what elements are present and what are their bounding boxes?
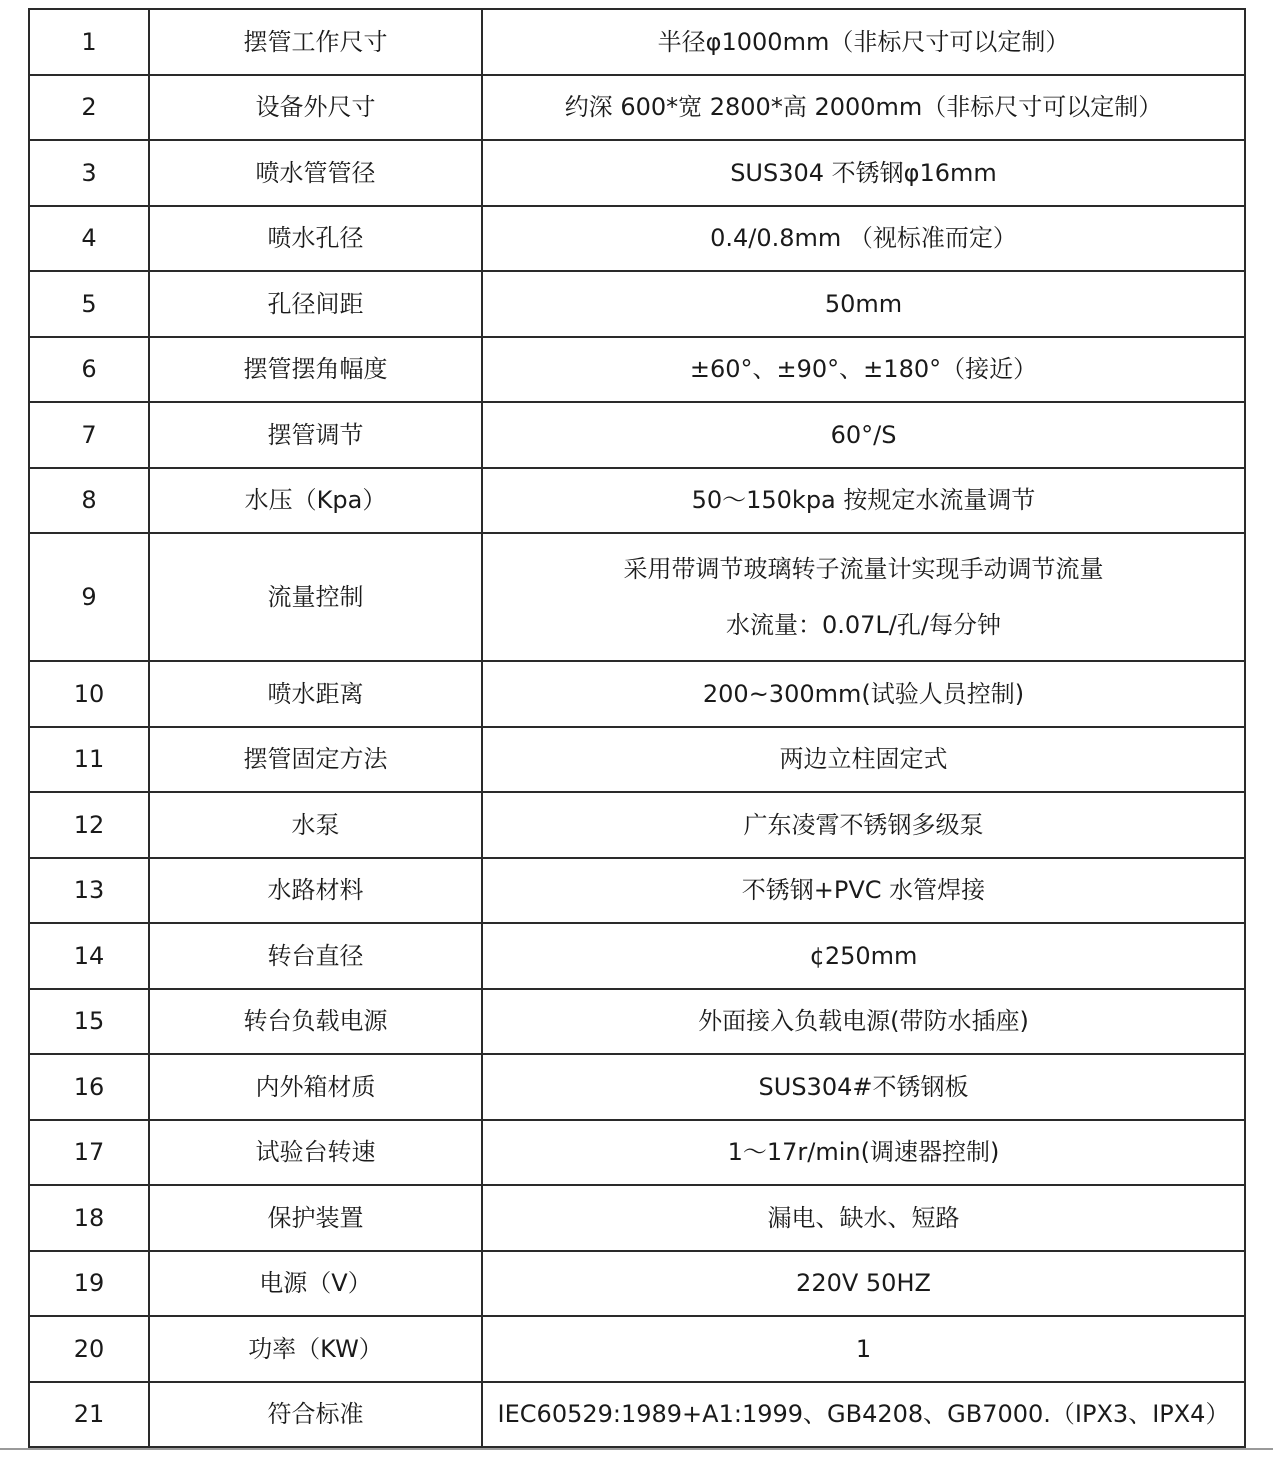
item-name: 电源（V） — [149, 1251, 482, 1317]
table-row — [29, 271, 1245, 337]
table-row — [29, 533, 1245, 661]
item-value — [482, 402, 1245, 468]
table-row — [29, 337, 1245, 403]
row-number: 17 — [29, 1120, 149, 1186]
item-name: 水泵 — [149, 792, 482, 858]
row-number: 10 — [29, 661, 149, 727]
spec-sheet — [28, 8, 1244, 1453]
table-row — [29, 858, 1245, 924]
item-value-line: SUS304#不锈钢板 — [758, 1072, 969, 1101]
item-name: 水压（Kpa） — [149, 468, 482, 534]
item-value-line: 水流量：0.07L/孔/每分钟 — [726, 611, 1001, 639]
item-value — [482, 989, 1245, 1055]
item-name: 保护装置 — [149, 1185, 482, 1251]
row-number: 11 — [29, 727, 149, 793]
row-number: 4 — [29, 206, 149, 272]
item-value-line: 半径φ1000mm（非标尺寸可以定制） — [657, 27, 1070, 56]
item-name: 喷水孔径 — [149, 206, 482, 272]
item-name: 流量控制 — [149, 533, 482, 661]
item-name: 转台直径 — [149, 923, 482, 989]
item-name: 水路材料 — [149, 858, 482, 924]
item-value-line: 1～17r/min(调速器控制) — [727, 1138, 1000, 1167]
item-value — [482, 1054, 1245, 1120]
table-row — [29, 661, 1245, 727]
table-row — [29, 206, 1245, 272]
item-value — [482, 206, 1245, 272]
item-value-line: 200~300mm(试验人员控制) — [702, 679, 1025, 708]
item-value-line: 采用带调节玻璃转子流量计实现手动调节流量 — [623, 555, 1104, 583]
table-row — [29, 402, 1245, 468]
table-row — [29, 792, 1245, 858]
item-value — [482, 337, 1245, 403]
item-value-line: 60°/S — [830, 420, 897, 449]
table-row — [29, 1251, 1245, 1317]
item-value — [482, 140, 1245, 206]
item-value — [482, 468, 1245, 534]
row-number: 15 — [29, 989, 149, 1055]
item-value — [482, 661, 1245, 727]
item-value — [482, 1251, 1245, 1317]
item-name: 设备外尺寸 — [149, 75, 482, 141]
row-number: 2 — [29, 75, 149, 141]
table-row — [29, 1316, 1245, 1382]
item-value — [482, 1120, 1245, 1186]
table-row — [29, 75, 1245, 141]
row-number: 12 — [29, 792, 149, 858]
item-name: 喷水距离 — [149, 661, 482, 727]
item-name: 摆管调节 — [149, 402, 482, 468]
item-value-line: 不锈钢+PVC 水管焊接 — [741, 876, 986, 905]
item-value-line: 1 — [855, 1334, 872, 1363]
item-name: 符合标准 — [149, 1382, 482, 1448]
item-value-line: 漏电、缺水、短路 — [767, 1203, 960, 1232]
item-value — [482, 727, 1245, 793]
row-number: 14 — [29, 923, 149, 989]
row-number: 19 — [29, 1251, 149, 1317]
row-number: 3 — [29, 140, 149, 206]
bottom-rule — [0, 1448, 1273, 1450]
table-row — [29, 1382, 1245, 1448]
spec-table — [28, 8, 1246, 1448]
item-value — [482, 533, 1245, 661]
row-number: 5 — [29, 271, 149, 337]
item-name: 喷水管管径 — [149, 140, 482, 206]
table-row — [29, 140, 1245, 206]
item-name: 试验台转速 — [149, 1120, 482, 1186]
item-value — [482, 1316, 1245, 1382]
row-number: 20 — [29, 1316, 149, 1382]
item-value — [482, 792, 1245, 858]
table-row — [29, 989, 1245, 1055]
item-name: 摆管固定方法 — [149, 727, 482, 793]
item-value-line: ±60°、±90°、±180°（接近） — [689, 355, 1038, 384]
item-value-line: 220V 50HZ — [796, 1269, 931, 1298]
item-value-line: 广东凌霄不锈钢多级泵 — [743, 810, 984, 839]
row-number: 6 — [29, 337, 149, 403]
row-number: 16 — [29, 1054, 149, 1120]
table-row — [29, 468, 1245, 534]
item-name: 功率（KW） — [149, 1316, 482, 1382]
item-name: 孔径间距 — [149, 271, 482, 337]
item-value — [482, 1185, 1245, 1251]
item-name: 内外箱材质 — [149, 1054, 482, 1120]
item-value-line: 约深 600*宽 2800*高 2000mm（非标尺寸可以定制） — [564, 93, 1163, 122]
item-name: 转台负载电源 — [149, 989, 482, 1055]
item-value — [482, 75, 1245, 141]
row-number: 21 — [29, 1382, 149, 1448]
row-number: 13 — [29, 858, 149, 924]
table-row — [29, 1054, 1245, 1120]
row-number: 18 — [29, 1185, 149, 1251]
table-row — [29, 923, 1245, 989]
item-value-line: 两边立柱固定式 — [779, 745, 948, 774]
item-value — [482, 1382, 1245, 1448]
item-value-line: IEC60529:1989+A1:1999、GB4208、GB7000.（IPX3、IPX4） — [497, 1400, 1230, 1429]
table-row — [29, 9, 1245, 75]
item-value-line: 50mm — [824, 289, 903, 318]
item-value-line: 外面接入负载电源(带防水插座) — [698, 1007, 1029, 1036]
item-value — [482, 923, 1245, 989]
table-row — [29, 1120, 1245, 1186]
item-value — [482, 271, 1245, 337]
item-value — [482, 858, 1245, 924]
row-number: 9 — [29, 533, 149, 661]
item-value-line: SUS304 不锈钢φ16mm — [730, 158, 997, 187]
item-name: 摆管摆角幅度 — [149, 337, 482, 403]
table-row — [29, 727, 1245, 793]
spec-table-body — [29, 9, 1245, 1447]
row-number: 7 — [29, 402, 149, 468]
item-value-line: 50～150kpa 按规定水流量调节 — [691, 486, 1036, 515]
item-name: 摆管工作尺寸 — [149, 9, 482, 75]
item-value-line: ¢250mm — [809, 941, 918, 970]
table-row — [29, 1185, 1245, 1251]
item-value-line: 0.4/0.8mm （视标准而定） — [710, 224, 1017, 253]
item-value — [482, 9, 1245, 75]
row-number: 1 — [29, 9, 149, 75]
row-number: 8 — [29, 468, 149, 534]
